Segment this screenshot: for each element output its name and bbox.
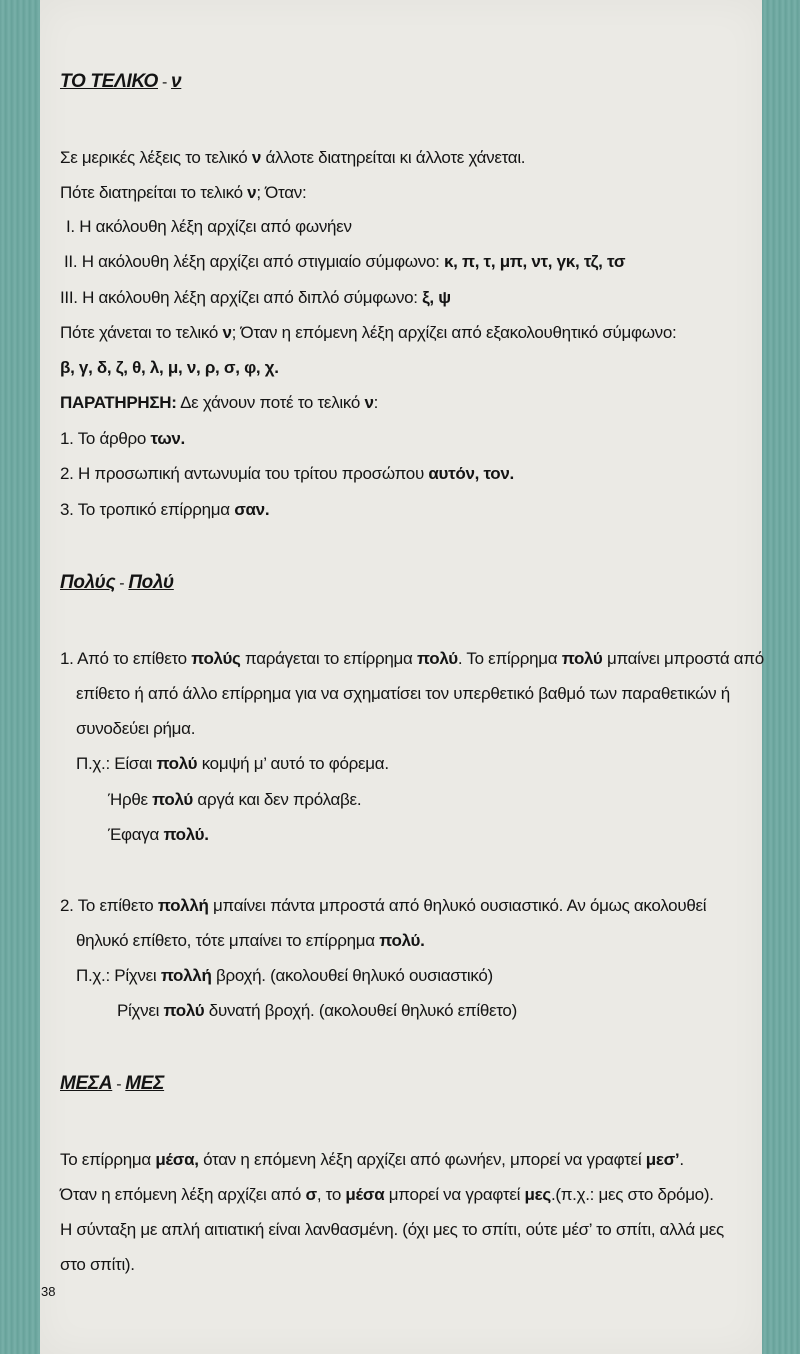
text-line	[76, 929, 425, 953]
text-run: Έφαγα	[108, 825, 164, 844]
text-run: Όταν η επόμενη λέξη αρχίζει από	[60, 1185, 306, 1204]
text-run: μπορεί να γραφτεί	[384, 1185, 525, 1204]
text-line	[117, 999, 517, 1023]
bold-text-run: κ, π, τ, μπ, ντ, γκ, τζ, τσ	[443, 252, 626, 271]
text-run: 1. Από το επίθετο	[60, 649, 192, 668]
text-run: ; Όταν η επόμενη λέξη αρχίζει από εξακολουθητικό σύμφωνο:	[231, 323, 677, 342]
bold-text-run: αυτόν, τον.	[428, 464, 514, 483]
text-run: Π.χ.: Ρίχνει	[76, 966, 161, 985]
text-line	[60, 462, 514, 486]
text-line	[60, 1253, 135, 1277]
text-run: , το	[316, 1185, 346, 1204]
text-line	[60, 1148, 684, 1172]
bold-text-run: ν	[251, 148, 262, 167]
bold-text-run: μες	[524, 1185, 551, 1204]
text-line	[108, 823, 209, 847]
text-run: Πότε διατηρείται το τελικό	[60, 183, 248, 202]
text-line	[60, 1218, 724, 1242]
section-title-teliko-n	[60, 69, 181, 96]
text-run: επίθετο ή από άλλο επίρρημα για να σχηματίσει τον υπερθετικό βαθμό των παραθετικών ή	[76, 684, 730, 703]
text-run: μπαίνει πάντα μπροστά από θηλυκό ουσιαστικό. Αν όμως ακολουθεί	[208, 896, 707, 915]
text-line	[60, 498, 269, 522]
bold-text-run: μεσ’	[645, 1150, 680, 1169]
text-run: μπαίνει μπροστά από	[602, 649, 764, 668]
bold-text-run: ΠΑΡΑΤΗΡΗΣΗ:	[60, 393, 177, 412]
bold-text-run: πολύ	[561, 649, 603, 668]
right-border-stripe	[762, 0, 800, 1354]
section-title-separator: -	[119, 575, 125, 592]
text-run: .	[679, 1150, 684, 1169]
text-run: ; Όταν:	[256, 183, 307, 202]
text-line	[60, 181, 306, 205]
bold-text-run: μέσα,	[155, 1150, 199, 1169]
bold-text-run: πολύ.	[379, 931, 425, 950]
bold-text-run: πολύ	[417, 649, 458, 668]
bold-text-run: ξ, ψ	[422, 288, 451, 307]
bold-text-run: μέσα	[345, 1185, 385, 1204]
text-line	[76, 717, 195, 741]
text-run: 3. Το τροπικό επίρρημα	[60, 500, 235, 519]
bold-text-run: σαν.	[234, 500, 270, 519]
text-run: βροχή. (ακολουθεί θηλυκό ουσιαστικό)	[211, 966, 493, 985]
section-title-separator: -	[162, 74, 168, 91]
text-run: θηλυκό επίθετο, τότε μπαίνει το επίρρημα	[76, 931, 380, 950]
text-line	[60, 356, 279, 380]
bold-text-run: ν	[364, 393, 374, 412]
text-run: κομψή μ’ αυτό το φόρεμα.	[197, 754, 389, 773]
bold-text-run: πολύ	[156, 754, 198, 773]
section-title-part-b: ν	[171, 71, 182, 92]
text-run: Ήρθε	[108, 790, 153, 809]
text-line	[66, 215, 352, 239]
text-line	[60, 647, 764, 671]
bold-text-run: πολύ	[152, 790, 193, 809]
text-run: άλλοτε διατηρείται κι άλλοτε χάνεται.	[261, 148, 526, 167]
section-title-part-a: ΤΟ ΤΕΛΙΚΟ	[60, 71, 158, 92]
text-run: παράγεται το επίρρημα	[240, 649, 417, 668]
text-line	[108, 788, 361, 812]
bold-text-run: ν	[222, 323, 232, 342]
text-line	[64, 250, 625, 274]
text-run: 2. Η προσωπική αντωνυμία του τρίτου προσώπου	[60, 464, 429, 483]
text-line	[60, 286, 451, 310]
section-title-separator: -	[116, 1076, 122, 1093]
bold-text-run: των.	[150, 429, 185, 448]
text-run: III. Η ακόλουθη λέξη αρχίζει από διπλό σύμφωνο:	[60, 288, 423, 307]
text-run: όταν η επόμενη λέξη αρχίζει από φωνήεν, μπορεί να γραφτεί	[198, 1150, 646, 1169]
text-run: . Το επίρρημα	[457, 649, 562, 668]
text-line	[76, 964, 493, 988]
bold-text-run: πολύς	[191, 649, 241, 668]
bold-text-run: πολύ	[163, 1001, 205, 1020]
text-run: δυνατή βροχή. (ακολουθεί θηλυκό επίθετο)	[204, 1001, 517, 1020]
text-line	[76, 752, 389, 776]
bold-text-run: ν	[247, 183, 257, 202]
text-line	[60, 894, 706, 918]
text-run: αργά και δεν πρόλαβε.	[193, 790, 362, 809]
text-line	[60, 146, 525, 170]
text-run: 2. Το επίθετο	[60, 896, 158, 915]
text-line	[60, 1183, 714, 1207]
section-title-part-a: ΜΕΣΑ	[60, 1073, 113, 1094]
text-run: συνοδεύει ρήμα.	[76, 719, 196, 738]
bold-text-run: β, γ, δ, ζ, θ, λ, μ, ν, ρ, σ, φ, χ.	[60, 358, 279, 377]
bold-text-run: σ	[305, 1185, 317, 1204]
text-line	[60, 391, 378, 415]
page-number: 38	[41, 1284, 56, 1299]
bold-text-run: πολλή	[157, 896, 209, 915]
text-run: Το επίρρημα	[60, 1150, 156, 1169]
text-run: Ρίχνει	[117, 1001, 164, 1020]
text-run: Πότε χάνεται το τελικό	[60, 323, 223, 342]
left-border-stripe	[0, 0, 40, 1354]
text-line	[60, 427, 185, 451]
text-run: II. Η ακόλουθη λέξη αρχίζει από στιγμιαίο σύμφωνο:	[64, 252, 444, 271]
text-run: Δε χάνουν ποτέ το τελικό	[176, 393, 365, 412]
section-title-mesa-mes	[60, 1071, 164, 1098]
bold-text-run: πολύ.	[163, 825, 209, 844]
text-run: Π.χ.: Είσαι	[76, 754, 157, 773]
text-run: I. Η ακόλουθη λέξη αρχίζει από φωνήεν	[66, 217, 352, 236]
text-run: Σε μερικές λέξεις το τελικό	[60, 148, 252, 167]
section-title-part-a: Πολύς	[60, 572, 116, 593]
section-title-part-b: ΜΕΣ	[125, 1073, 165, 1094]
text-run: .(π.χ.: μες στο δρόμο).	[550, 1185, 714, 1204]
text-line	[60, 321, 676, 345]
text-run: 1. Το άρθρο	[60, 429, 151, 448]
text-line	[76, 682, 730, 706]
text-run: :	[373, 393, 379, 412]
bold-text-run: πολλή	[160, 966, 212, 985]
text-run: στο σπίτι).	[60, 1255, 135, 1274]
text-run: Η σύνταξη με απλή αιτιατική είναι λανθασμένη. (όχι μες το σπίτι, ούτε μέσ’ το σπίτι, αλλά μες	[60, 1220, 724, 1239]
section-title-polys-poly	[60, 570, 174, 597]
section-title-part-b: Πολύ	[128, 572, 174, 593]
